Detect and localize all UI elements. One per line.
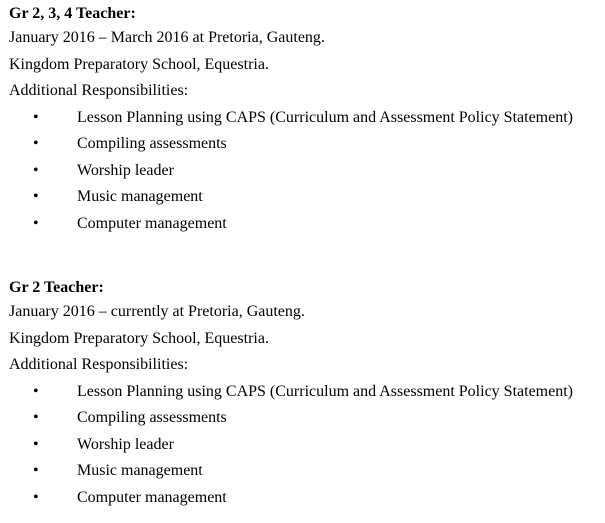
responsibility-text: Lesson Planning using CAPS (Curriculum and Assessment Policy Statement) xyxy=(77,108,573,126)
responsibilities-label: Additional Responsibilities: xyxy=(9,82,189,99)
responsibilities-label: Additional Responsibilities: xyxy=(9,356,189,373)
bullet-icon: • xyxy=(33,409,39,426)
position-title: Gr 2, 3, 4 Teacher: xyxy=(9,5,136,22)
responsibility-text: Computer management xyxy=(77,488,227,506)
bullet-icon: • xyxy=(33,188,39,205)
bullet-icon: • xyxy=(33,382,39,400)
position-period-location: January 2016 – March 2016 at Pretoria, Gauteng. xyxy=(9,29,325,46)
list-item xyxy=(9,158,595,185)
responsibility-text: Worship leader xyxy=(77,161,174,179)
experience-section-gr2-teacher xyxy=(9,277,595,511)
responsibility-text: Compiling assessments xyxy=(77,135,227,152)
position-school: Kingdom Preparatory School, Equestria. xyxy=(9,55,269,73)
bullet-icon: • xyxy=(33,214,39,232)
bullet-icon: • xyxy=(33,462,39,479)
bullet-icon: • xyxy=(33,108,39,126)
list-item xyxy=(9,432,595,459)
list-item xyxy=(9,131,595,158)
bullet-icon: • xyxy=(33,488,39,506)
bullet-icon: • xyxy=(33,161,39,179)
bullet-icon: • xyxy=(33,135,39,152)
responsibilities-list xyxy=(9,105,595,238)
list-item xyxy=(9,379,595,406)
position-title: Gr 2 Teacher: xyxy=(9,279,104,296)
list-item xyxy=(9,184,595,211)
section-divider-space xyxy=(9,237,595,277)
responsibility-text: Computer management xyxy=(77,214,227,232)
list-item xyxy=(9,105,595,132)
position-period-location: January 2016 – currently at Pretoria, Gauteng. xyxy=(9,303,305,320)
responsibility-text: Worship leader xyxy=(77,435,174,453)
list-item xyxy=(9,458,595,485)
responsibilities-list xyxy=(9,379,595,512)
responsibility-text: Compiling assessments xyxy=(77,409,227,426)
responsibility-text: Music management xyxy=(77,462,203,479)
bullet-icon: • xyxy=(33,435,39,453)
list-item xyxy=(9,485,595,512)
position-school: Kingdom Preparatory School, Equestria. xyxy=(9,329,269,347)
responsibility-text: Music management xyxy=(77,188,203,205)
list-item xyxy=(9,211,595,238)
list-item xyxy=(9,405,595,432)
responsibility-text: Lesson Planning using CAPS (Curriculum and Assessment Policy Statement) xyxy=(77,382,573,400)
experience-section-gr234-teacher xyxy=(9,3,595,237)
